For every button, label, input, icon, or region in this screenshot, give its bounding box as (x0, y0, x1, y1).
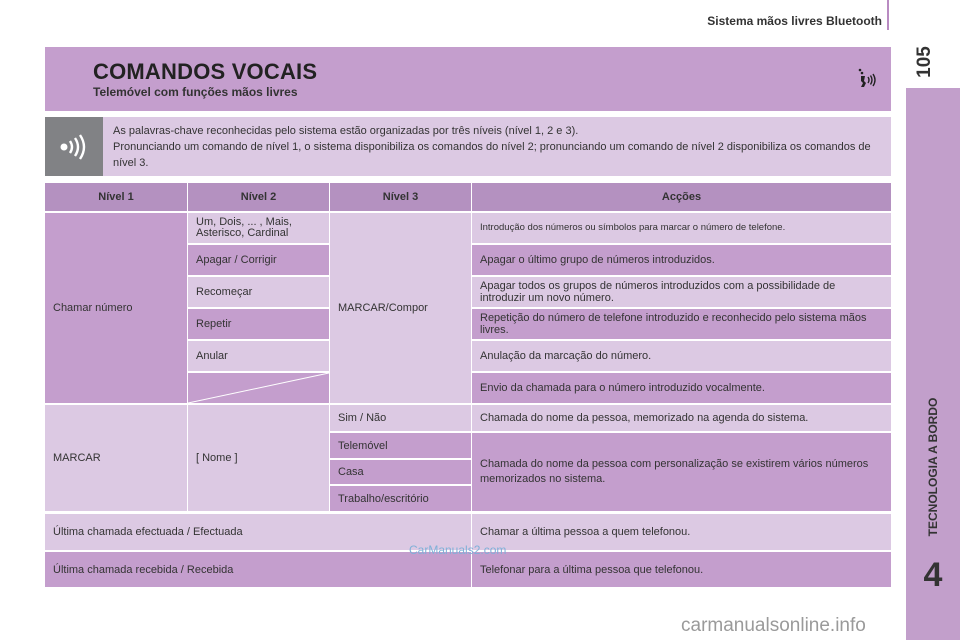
level3-trabalho: Trabalho/escritório (330, 486, 471, 511)
chapter-number: 4 (923, 556, 943, 594)
header-level-2: Nível 2 (188, 183, 329, 211)
level2-nome: [ Nome ] (188, 405, 329, 511)
info-line-1: As palavras-chave reconhecidas pelo sistema estão organizadas por três níveis (nível 1, 2 e 3). (113, 125, 579, 137)
level1-marcar: MARCAR (45, 405, 187, 511)
action-sim-nao: Chamada do nome da pessoa, memorizado na agenda do sistema. (472, 405, 891, 431)
info-icon-box (45, 117, 103, 176)
action-digits: Introdução dos números ou símbolos para marcar o número de telefone. (472, 213, 891, 243)
action-recomecar: Apagar todos os grupos de números introduzidos com a possibilidade de introduzir um novo número. (472, 277, 891, 307)
level3-sim-nao: Sim / Não (330, 405, 471, 431)
header-rule (887, 0, 889, 30)
level3-telemovel: Telemóvel (330, 433, 471, 458)
level2-recomecar: Recomeçar (188, 277, 329, 307)
voice-command-icon (855, 67, 877, 89)
level3-marcar-compor: MARCAR/Compor (330, 213, 471, 403)
info-box (45, 117, 891, 176)
action-personalizacao: Chamada do nome da pessoa com personalização se existirem vários números memorizados no sistema. (472, 433, 891, 511)
action-anular: Anulação da marcação do número. (472, 341, 891, 371)
command-ultima-efectuada: Última chamada efectuada / Efectuada (45, 514, 471, 550)
info-text (113, 123, 883, 171)
action-ultima-efectuada: Chamar a última pessoa a quem telefonou. (472, 514, 891, 550)
sound-waves-icon (57, 134, 91, 160)
info-line-2: Pronunciando um comando de nível 1, o sistema disponibiliza os comandos do nível 2; pronunciando um comando de nível 2 disponibiliza os comandos de nível 3. (113, 141, 871, 169)
action-apagar: Apagar o último grupo de números introduzidos. (472, 245, 891, 275)
level3-casa: Casa (330, 460, 471, 484)
watermark-carmanuals2: CarManuals2.com (409, 543, 507, 557)
section-subtitle: Telemóvel com funções mãos livres (93, 85, 298, 99)
action-ultima-recebida: Telefonar para a última pessoa que telefonou. (472, 552, 891, 587)
level2-anular: Anular (188, 341, 329, 371)
page-number: 105 (914, 46, 935, 78)
diagonal-slash (188, 373, 329, 403)
header-level-1: Nível 1 (45, 183, 187, 211)
header-level-3: Nível 3 (330, 183, 471, 211)
running-header: Sistema mãos livres Bluetooth (707, 14, 882, 28)
chapter-title: TECNOLOGIA A BORDO (926, 397, 940, 537)
command-ultima-recebida: Última chamada recebida / Recebida (45, 552, 471, 587)
action-enviar: Envio da chamada para o número introduzido vocalmente. (472, 373, 891, 403)
level2-repetir: Repetir (188, 309, 329, 339)
action-repetir: Repetição do número de telefone introduzido e reconhecido pelo sistema mãos livres. (472, 309, 891, 339)
level2-empty (188, 373, 329, 403)
section-title-band (45, 47, 891, 111)
level2-apagar: Apagar / Corrigir (188, 245, 329, 275)
level1-chamar-numero: Chamar número (45, 213, 187, 403)
header-actions: Acções (472, 183, 891, 211)
level2-digits: Um, Dois, ... , Mais, Asterisco, Cardinal (188, 213, 329, 243)
section-title: COMANDOS VOCAIS (93, 59, 318, 84)
watermark-carmanualsonline: carmanualsonline.info (681, 615, 866, 636)
